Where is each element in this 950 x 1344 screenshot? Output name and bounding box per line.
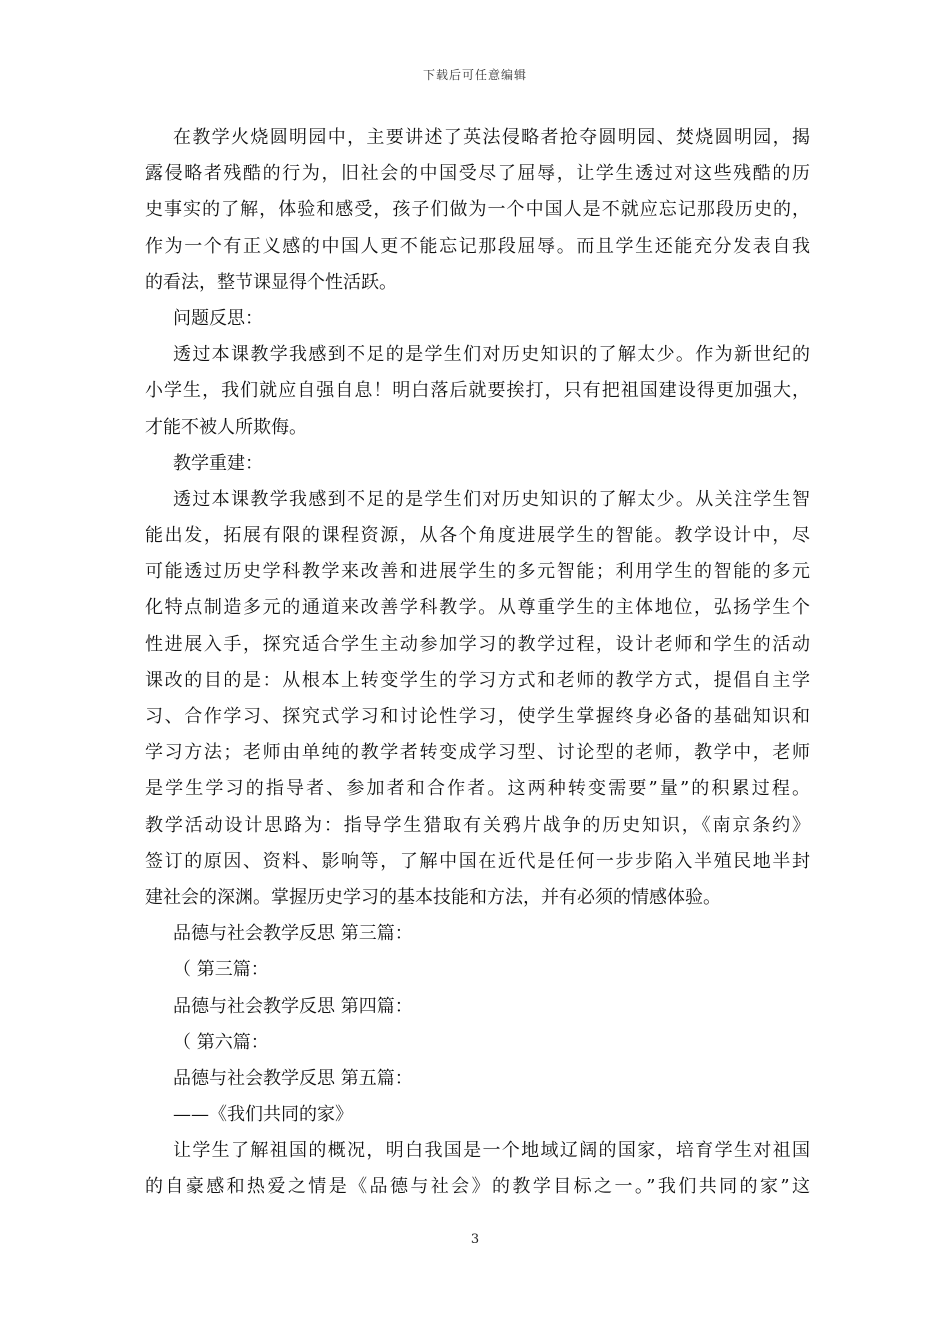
text-line: 签订的原因、资料、影响等，了解中国在近代是任何一步步陷入半殖民地半封 xyxy=(145,850,810,872)
text-line: 的看法，整节课显得个性活跃。 xyxy=(145,271,397,293)
text-line: 才能不被人所欺侮。 xyxy=(145,416,307,438)
text-line: 作为一个有正义感的中国人更不能忘记那段屈辱。而且学生还能充分发表自我 xyxy=(145,235,810,257)
text-line: 能出发，拓展有限的课程资源，从各个角度进展学生的智能。教学设计中，尽 xyxy=(145,525,810,547)
text-line: 透过本课教学我感到不足的是学生们对历史知识的了解太少。作为新世纪的 xyxy=(173,344,810,366)
section-subtitle: ——《我们共同的家》 xyxy=(173,1104,353,1126)
section-heading: 品德与社会教学反思 第五篇： xyxy=(173,1067,413,1089)
section-heading: 品德与社会教学反思 第四篇： xyxy=(173,995,413,1017)
text-line: 史事实的了解，体验和感受，孩子们做为一个中国人是不就应忘记那段历史的， xyxy=(145,199,810,221)
document-body xyxy=(145,120,810,1206)
text-line: 可能透过历史学科教学来改善和进展学生的多元智能；利用学生的智能的多元 xyxy=(145,561,810,583)
text-line: 的自豪感和热爱之情是《品德与社会》的教学目标之一。”我们共同的家”这 xyxy=(145,1176,810,1198)
text-line: 在教学火烧圆明园中，主要讲述了英法侵略者抢夺圆明园、焚烧圆明园，揭 xyxy=(173,127,810,148)
text-line: 课改的目的是：从根本上转变学生的学习方式和老师的教学方式，提倡自主学 xyxy=(145,669,810,691)
text-line: 建社会的深渊。掌握历史学习的基本技能和方法，并有必须的情感体验。 xyxy=(145,886,721,908)
text-line: 习、合作学习、探究式学习和讨论性学习，使学生掌握终身必备的基础知识和 xyxy=(145,706,810,727)
text-line: 学习方法；老师由单纯的教学者转变成学习型、讨论型的老师，教学中，老师 xyxy=(145,742,810,764)
text-line: 是学生学习的指导者、参加者和合作者。这两种转变需要”量”的积累过程。 xyxy=(145,778,810,800)
page-header: 下载后可任意编辑 xyxy=(422,68,527,82)
section-heading: 问题反思： xyxy=(173,307,263,329)
page-number: 3 xyxy=(470,1232,480,1247)
text-line: 透过本课教学我感到不足的是学生们对历史知识的了解太少。从关注学生智 xyxy=(173,488,810,510)
section-heading: （ 第六篇： xyxy=(173,1031,269,1053)
text-line: 小学生，我们就应自强自息！明白落后就要挨打，只有把祖国建设得更加强大， xyxy=(145,380,810,402)
section-heading: 品德与社会教学反思 第三篇： xyxy=(173,923,413,945)
text-line: 教学活动设计思路为：指导学生猎取有关鸦片战争的历史知识，《南京条约》 xyxy=(145,814,810,836)
text-line: 让学生了解祖国的概况，明白我国是一个地域辽阔的国家，培育学生对祖国 xyxy=(173,1140,810,1162)
text-line: 露侵略者残酷的行为，旧社会的中国受尽了屈辱，让学生透过对这些残酷的历 xyxy=(145,163,810,185)
text-line: 化特点制造多元的通道来改善学科教学。从尊重学生的主体地位，弘扬学生个 xyxy=(145,597,810,619)
text-line: 性进展入手，探究适合学生主动参加学习的教学过程，设计老师和学生的活动 xyxy=(145,633,810,655)
section-heading: 教学重建： xyxy=(173,452,263,474)
section-heading: （ 第三篇： xyxy=(173,959,269,981)
